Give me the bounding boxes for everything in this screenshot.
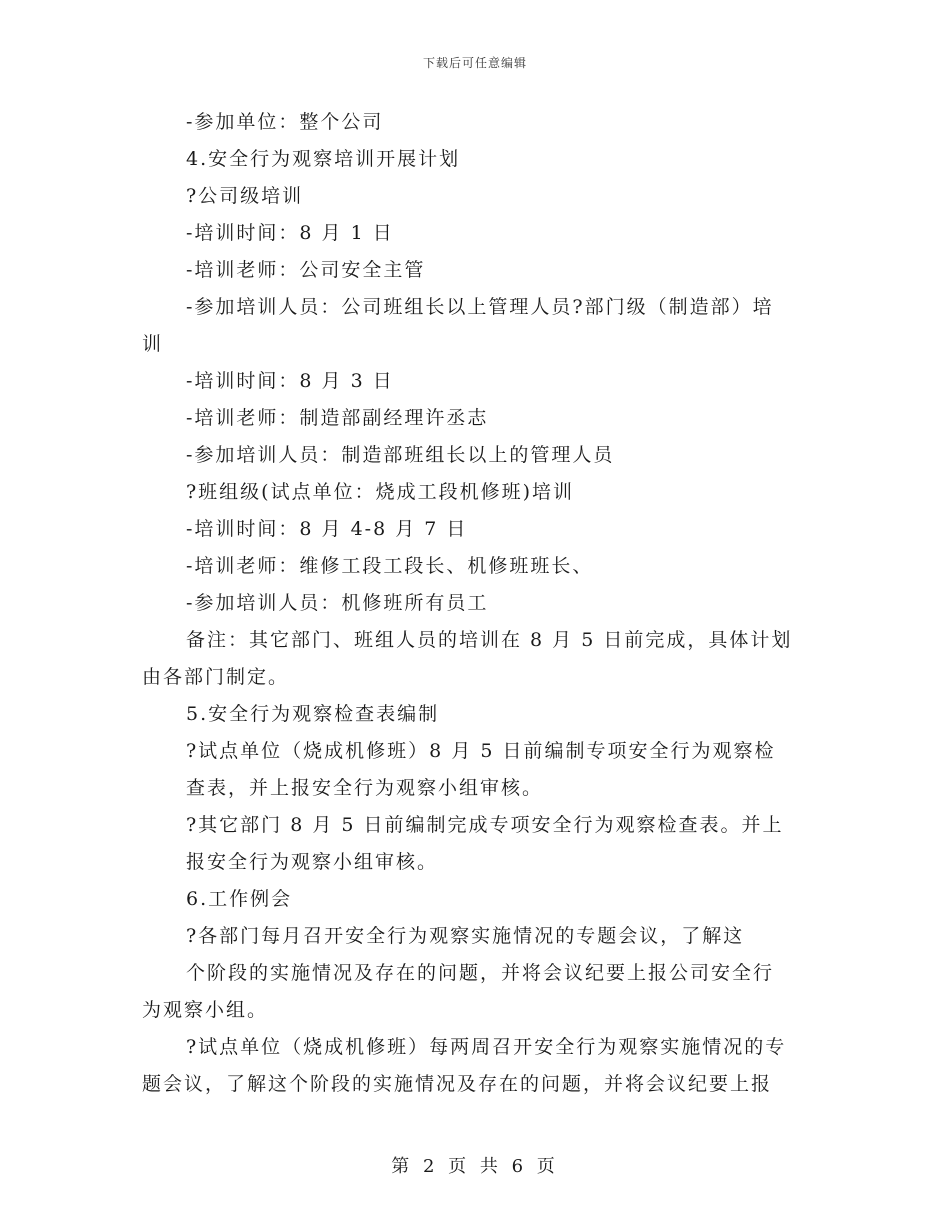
section-heading: 4.安全行为观察培训开展计划 [186, 148, 461, 170]
text-line: -参加培训人员：制造部班组长以上的管理人员 [186, 444, 615, 466]
text-line: -参加培训人员：公司班组长以上管理人员?部门级（制造部）培 [186, 296, 774, 318]
text-line: -培训时间：8 月 3 日 [186, 370, 394, 392]
text-line: -参加单位：整个公司 [186, 111, 384, 133]
text-line: ?试点单位（烧成机修班）每两周召开安全行为观察实施情况的专 [186, 1036, 787, 1058]
page-header: 下载后可任意编辑 [422, 56, 527, 70]
text-line: -培训时间：8 月 1 日 [186, 222, 394, 244]
document-body [142, 104, 817, 1103]
text-line: ?班组级(试点单位：烧成工段机修班)培训 [186, 481, 575, 503]
text-line: 个阶段的实施情况及存在的问题，并将会议纪要上报公司安全行 [186, 962, 775, 984]
text-line: -培训老师：维修工段工段长、机修班班长、 [186, 555, 594, 577]
page-number: 第 2 页 共 6 页 [391, 1156, 559, 1177]
text-line: 训 [142, 333, 164, 355]
text-line: -培训老师：公司安全主管 [186, 259, 426, 281]
text-line: ?各部门每月召开安全行为观察实施情况的专题会议，了解这 [186, 925, 745, 947]
text-line: 查表，并上报安全行为观察小组审核。 [186, 777, 544, 799]
text-line: 备注：其它部门、班组人员的培训在 8 月 5 日前完成，具体计划 [186, 629, 793, 651]
text-line: 题会议，了解这个阶段的实施情况及存在的问题，并将会议纪要上报 [142, 1073, 773, 1095]
section-heading: 6.工作例会 [186, 888, 293, 910]
text-line: 为观察小组。 [142, 999, 269, 1021]
text-line: -参加培训人员：机修班所有员工 [186, 592, 489, 614]
text-line: ?公司级培训 [186, 185, 304, 207]
text-line: -培训时间：8 月 4-8 月 7 日 [186, 518, 468, 540]
text-line: 由各部门制定。 [142, 666, 290, 688]
text-line: ?试点单位（烧成机修班）8 月 5 日前编制专项安全行为观察检 [186, 740, 776, 762]
section-heading: 5.安全行为观察检查表编制 [186, 703, 440, 725]
text-line: 报安全行为观察小组审核。 [186, 851, 439, 873]
text-line: ?其它部门 8 月 5 日前编制完成专项安全行为观察检查表。并上 [186, 814, 784, 836]
text-line: -培训老师：制造部副经理许丞志 [186, 407, 489, 429]
